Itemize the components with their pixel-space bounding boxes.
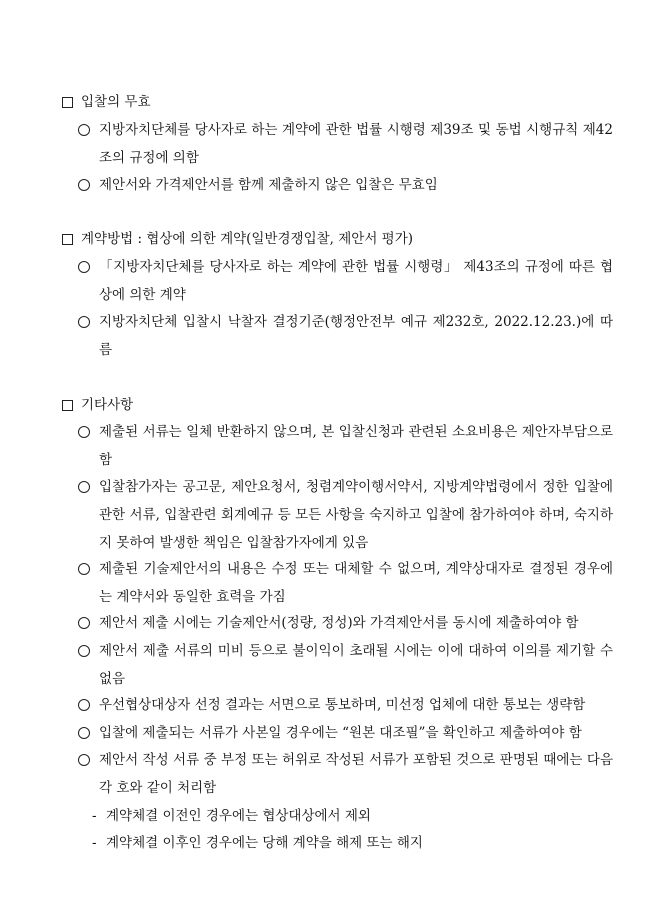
list-item	[78, 691, 613, 719]
list-item-text: 제출된 서류는 일체 반환하지 않으며, 본 입찰신청과 관련된 소요비용은 제안자부담으로 함	[99, 424, 613, 468]
list-item	[78, 171, 613, 199]
circle-bullet-icon	[78, 563, 90, 575]
list-item-text: 지방자치단체 입찰시 낙찰자 결정기준(행정안전부 예규 제232호, 2022.12.23.)에 따름	[99, 314, 613, 358]
sub-list-item	[92, 833, 423, 853]
circle-bullet-icon	[78, 316, 90, 328]
list-item	[78, 555, 613, 611]
list-item-text: 입찰에 제출되는 서류가 사본일 경우에는 “원본 대조필”을 확인하고 제출하여야 함	[99, 725, 582, 741]
list-item	[78, 746, 613, 802]
circle-bullet-icon	[78, 481, 90, 493]
section-heading-text: 입찰의 무효	[81, 94, 151, 110]
circle-bullet-icon	[78, 426, 90, 438]
sub-list-item	[92, 806, 371, 826]
list-item	[78, 253, 613, 309]
section-heading-other-matters	[62, 395, 133, 415]
circle-bullet-icon	[78, 727, 90, 739]
dash-bullet-icon: -	[92, 835, 97, 851]
sub-list-item-text: 계약체결 이후인 경우에는 당해 계약을 해제 또는 해지	[106, 835, 423, 851]
list-item-text: 제안서와 가격제안서를 함께 제출하지 않은 입찰은 무효임	[99, 177, 438, 193]
section-heading-text: 계약방법 : 협상에 의한 계약(일반경쟁입찰, 제안서 평가)	[81, 231, 414, 247]
section-heading-contract-method	[62, 229, 413, 249]
sub-list-item-text: 계약체결 이전인 경우에는 협상대상에서 제외	[106, 808, 371, 824]
circle-bullet-icon	[78, 645, 90, 657]
circle-bullet-icon	[78, 699, 90, 711]
list-item	[78, 637, 613, 693]
list-item	[78, 473, 613, 557]
list-item-text: 우선협상대상자 선정 결과는 서면으로 통보하며, 미선정 업체에 대한 통보는 생략함	[99, 697, 586, 713]
list-item-text: 제출된 기술제안서의 내용은 수정 또는 대체할 수 없으며, 계약상대자로 결정된 경우에는 계약서와 동일한 효력을 가짐	[99, 561, 613, 605]
list-item-text: 입찰참가자는 공고문, 제안요청서, 청렴계약이행서약서, 지방계약법령에서 정한 입찰에 관한 서류, 입찰관련 회계예규 등 모든 사항을 숙지하고 입찰에 참가하여야 하며, 숙지하지 못하여 발생한 책임은 입찰참가자에게 있음	[99, 479, 613, 551]
list-item	[78, 609, 613, 637]
checkbox-square-icon	[62, 234, 73, 245]
list-item-text: 「지방자치단체를 당사자로 하는 계약에 관한 법률 시행령」 제43조의 규정에 따른 협상에 의한 계약	[99, 259, 613, 303]
section-heading-invalid-bid	[62, 92, 151, 112]
checkbox-square-icon	[62, 97, 73, 108]
list-item-text: 제안서 제출 시에는 기술제안서(정량, 정성)와 가격제안서를 동시에 제출하여야 함	[99, 615, 579, 631]
checkbox-square-icon	[62, 400, 73, 411]
list-item	[78, 116, 613, 172]
list-item	[78, 308, 613, 364]
section-heading-text: 기타사항	[81, 397, 134, 413]
list-item-text: 제안서 제출 서류의 미비 등으로 불이익이 초래될 시에는 이에 대하여 이의를 제기할 수 없음	[99, 643, 613, 687]
list-item-text: 지방자치단체를 당사자로 하는 계약에 관한 법률 시행령 제39조 및 동법 시행규칙 제42조의 규정에 의함	[99, 122, 613, 166]
list-item-text: 제안서 작성 서류 중 부정 또는 허위로 작성된 서류가 포함된 것으로 판명된 때에는 다음 각 호와 같이 처리함	[99, 752, 613, 796]
circle-bullet-icon	[78, 124, 90, 136]
circle-bullet-icon	[78, 617, 90, 629]
circle-bullet-icon	[78, 261, 90, 273]
list-item	[78, 719, 613, 747]
list-item	[78, 418, 613, 474]
circle-bullet-icon	[78, 179, 90, 191]
dash-bullet-icon: -	[92, 808, 97, 824]
circle-bullet-icon	[78, 754, 90, 766]
